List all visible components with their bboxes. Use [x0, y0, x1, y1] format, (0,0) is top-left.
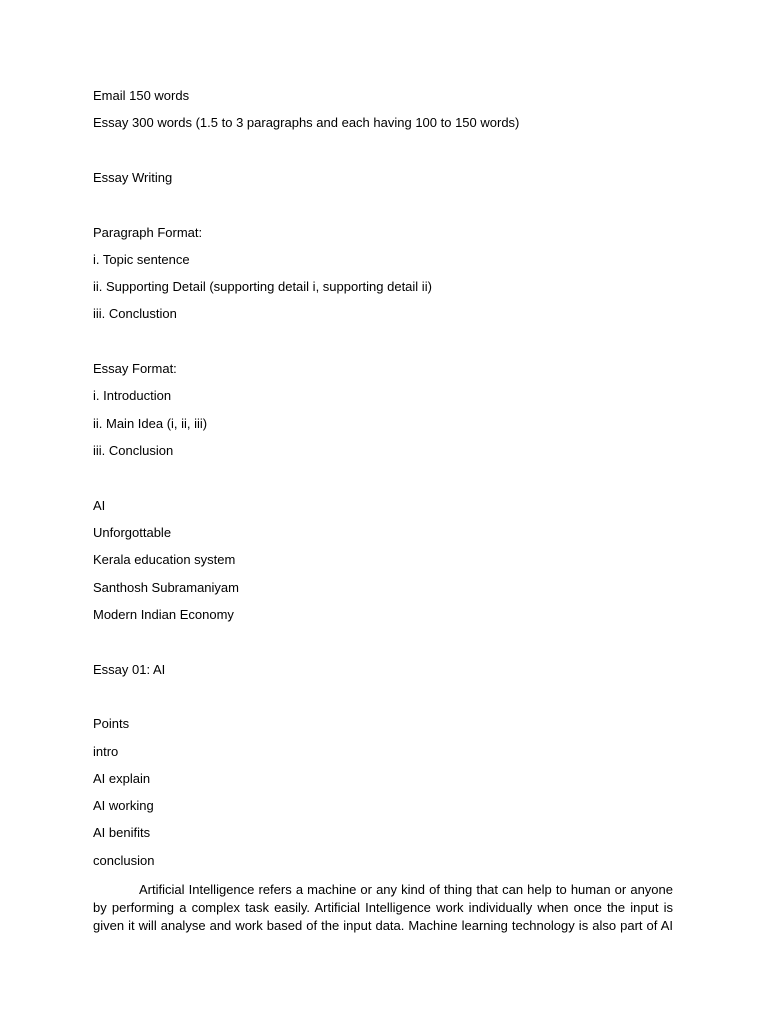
essay-format-item: iii. Conclusion — [93, 443, 174, 458]
topic-item: Modern Indian Economy — [93, 607, 234, 622]
essay-format-item: ii. Main Idea (i, ii, iii) — [93, 416, 208, 431]
points-heading: Points — [93, 716, 130, 731]
paragraph-line: Artificial Intelligence refers a machine or any kind of thing that can help to human or anyone — [139, 882, 673, 897]
essay-format-item: i. Introduction — [93, 388, 172, 403]
topic-item: AI — [93, 498, 106, 513]
paragraph-format-item: i. Topic sentence — [93, 252, 190, 267]
essay-format-heading: Essay Format: — [93, 361, 177, 376]
paragraph-format-item: iii. Conclustion — [93, 306, 177, 321]
essay-writing-heading: Essay Writing — [93, 170, 173, 185]
topic-item: Santhosh Subramaniyam — [93, 580, 239, 595]
point-item: intro — [93, 744, 119, 759]
point-item: AI benifits — [93, 825, 151, 840]
point-item: AI explain — [93, 771, 151, 786]
email-word-count: Email 150 words — [93, 88, 190, 103]
topic-item: Unforgottable — [93, 525, 172, 540]
paragraph-line: given it will analyse and work based of the input data. Machine learning technology is also part of AI — [93, 918, 673, 933]
paragraph-format-item: ii. Supporting Detail (supporting detail i, supporting detail ii) — [93, 279, 432, 294]
topic-item: Kerala education system — [93, 552, 236, 567]
point-item: AI working — [93, 798, 154, 813]
essay-word-count: Essay 300 words (1.5 to 3 paragraphs and each having 100 to 150 words) — [93, 115, 520, 130]
paragraph-format-heading: Paragraph Format: — [93, 225, 203, 240]
essay-paragraph — [93, 881, 673, 935]
essay-title: Essay 01: AI — [93, 662, 166, 677]
paragraph-line: by performing a complex task easily. Artificial Intelligence work individually when once the input is — [93, 900, 673, 915]
point-item: conclusion — [93, 853, 155, 868]
